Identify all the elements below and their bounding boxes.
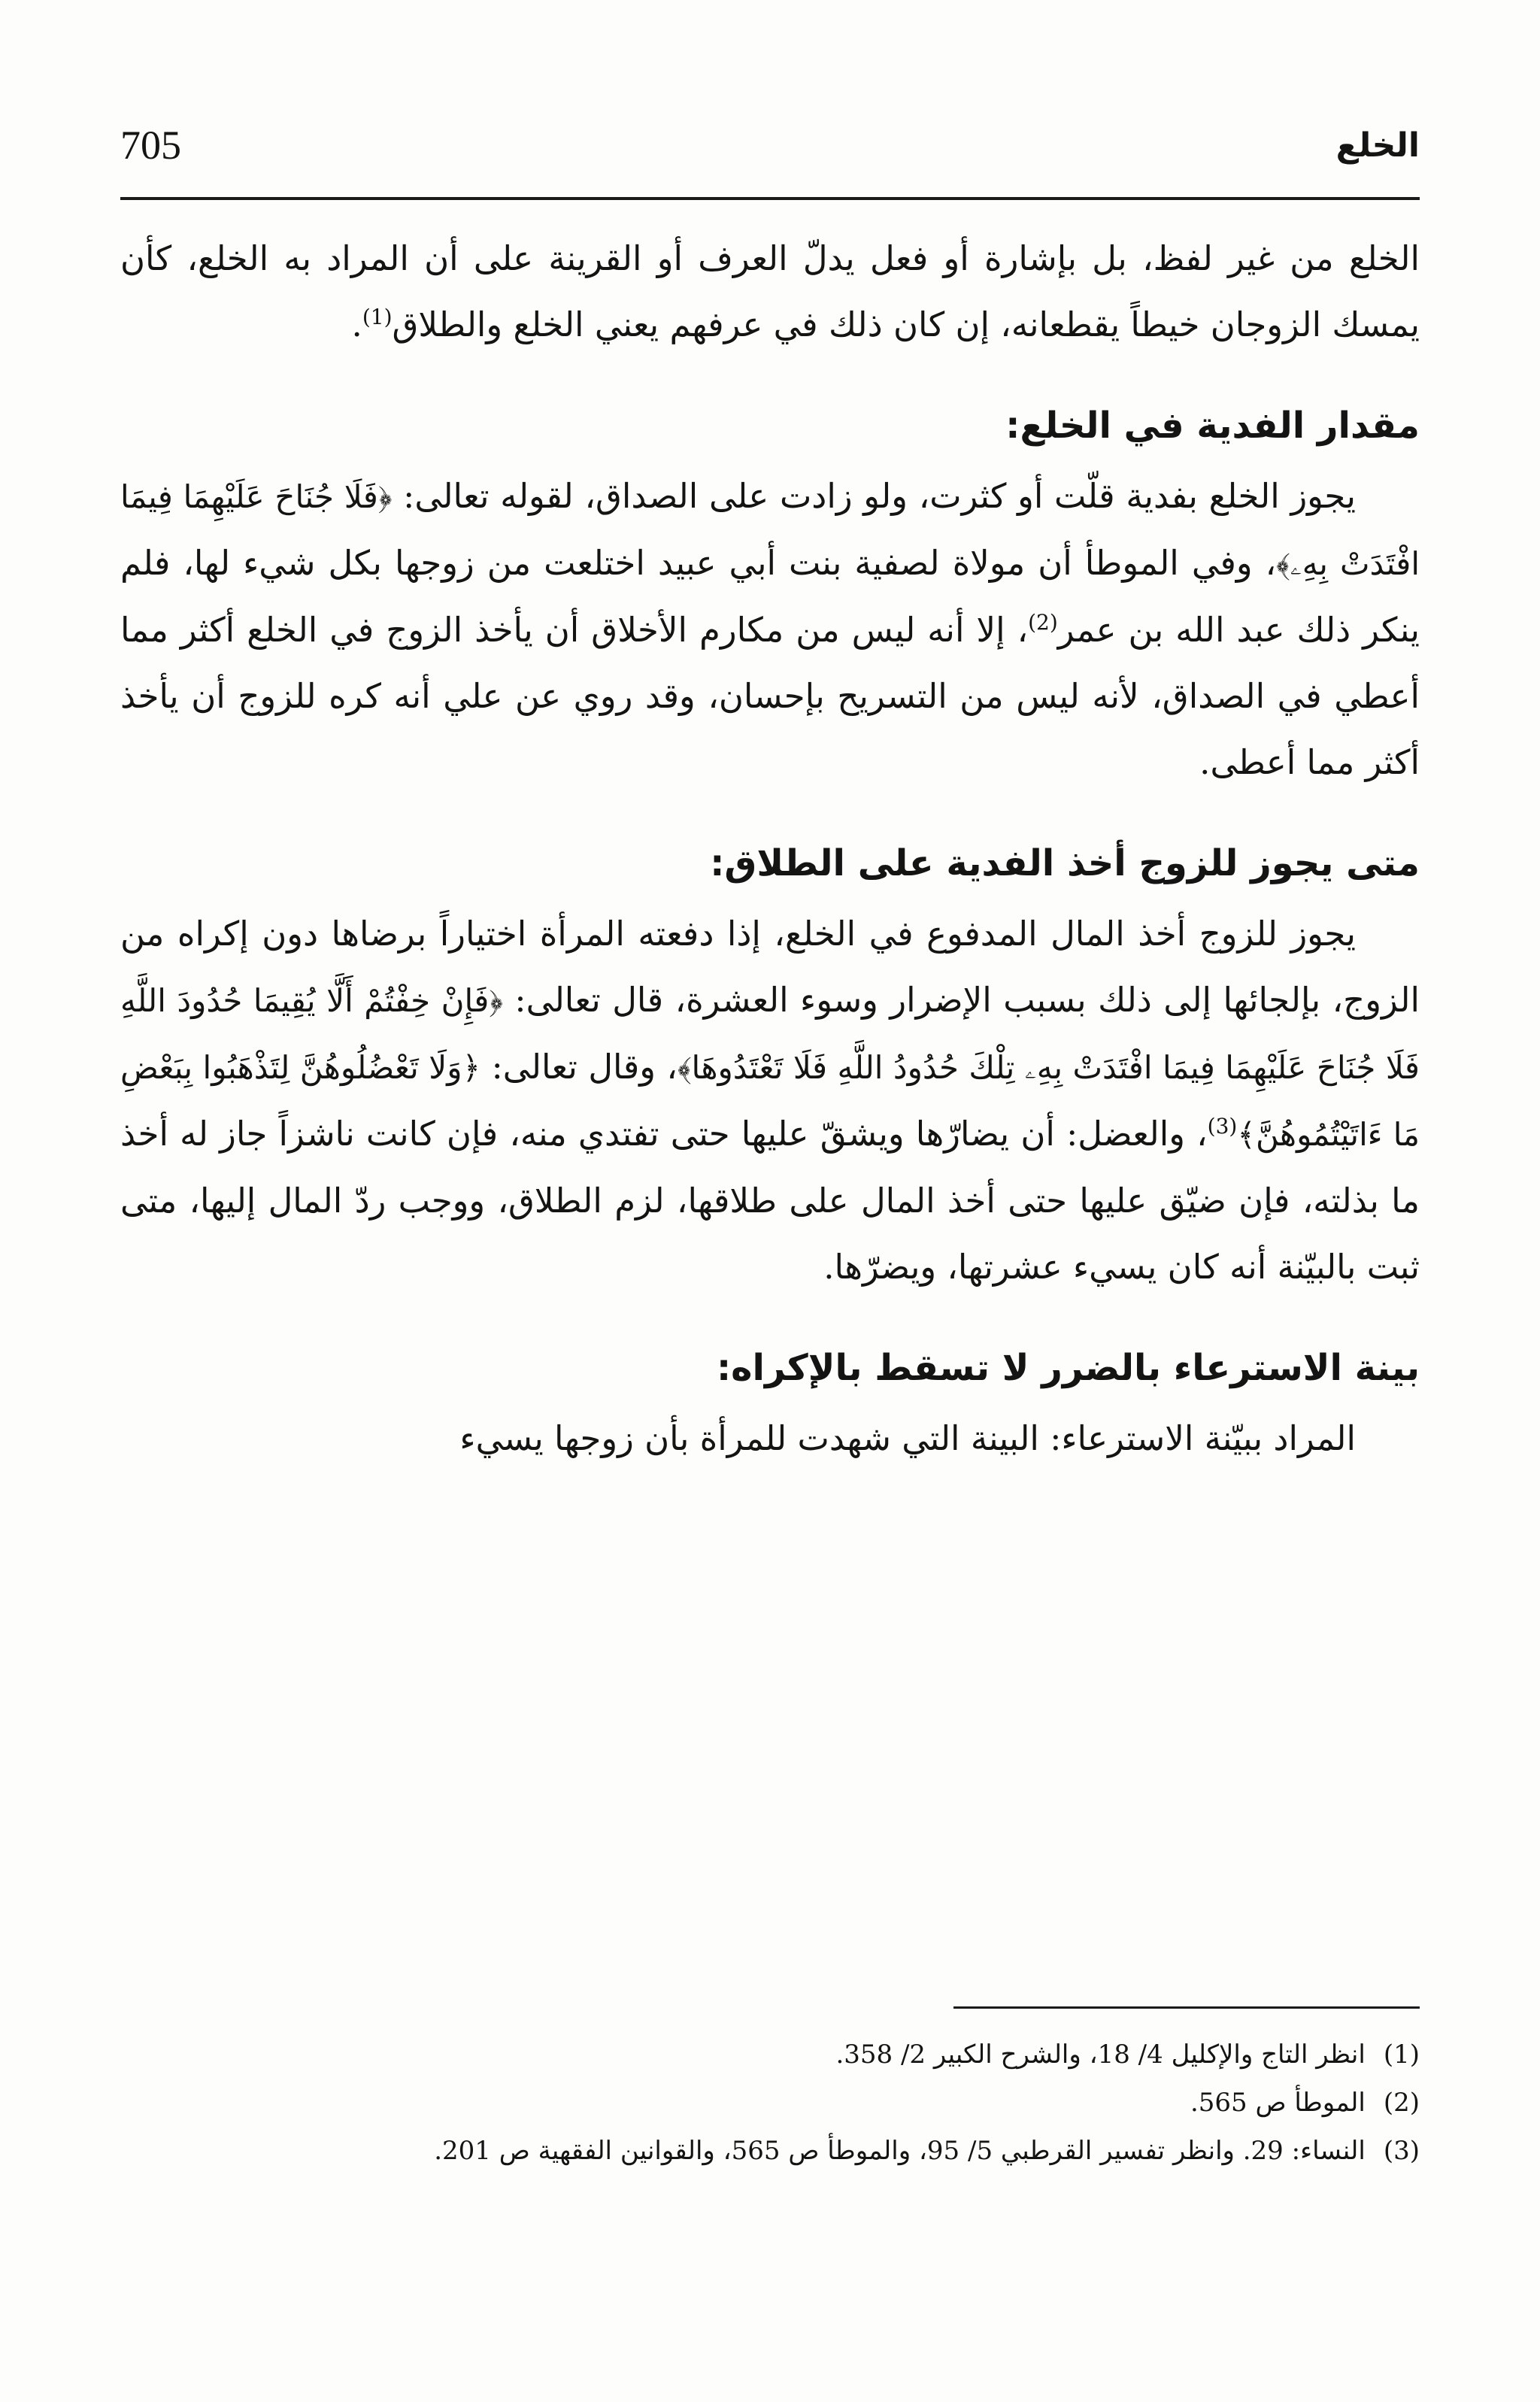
footnote-1: [120, 2030, 1420, 2079]
paragraph-2: [120, 463, 1420, 796]
footnote-number: (3): [1383, 2136, 1420, 2166]
paragraph-1-end: .: [351, 305, 362, 344]
paragraph-2-text-c: ، إلا أنه ليس من مكارم الأخلاق أن يأخذ الزوج في الخلع أكثر مما أعطي في الصداق، لأنه ليس من التسريح بإحسان، وقد روي عن علي أنه كره للزوج أن يأخذ أكثر مما أعطى.: [120, 610, 1420, 782]
footnote-ref-2: (2): [1028, 610, 1058, 635]
footnote-ref-1: (1): [362, 305, 393, 329]
paragraph-3-text-c: ، والعضل: أن يضارّها ويشقّ عليها حتى تفتدي منه، فإن كانت ناشزاً جاز له أخذ ما بذلته، فإن ضيّق عليها حتى أخذ المال على طلاقها، لزم الطلاق، ووجب ردّ المال إليها، متى ثبت بالبيّنة أنه كان يسيء عشرتها، ويضرّها.: [120, 1114, 1420, 1287]
footnote-separator: [953, 2006, 1420, 2009]
section-gap: [120, 796, 1420, 826]
paragraph-3: [120, 901, 1420, 1300]
quran-verse: ﴿وَلَا تَعْضُلُوهُنَّ لِتَذْهَبُوا بِبَعْضِ مَا ءَاتَيْتُمُوهُنَّ﴾: [120, 1049, 1420, 1153]
section-heading-fidya-amount: مقدار الفدية في الخلع:: [1005, 405, 1420, 447]
running-title: الخلع: [1335, 126, 1420, 165]
footnote-3: [120, 2127, 1420, 2175]
footnote-number: (1): [1383, 2040, 1420, 2070]
paragraph-4: المراد ببيّنة الاسترعاء: البينة التي شهدت للمرأة بأن زوجها يسيء: [459, 1418, 1356, 1458]
section-heading-istiraa: بينة الاسترعاء بالضرر لا تسقط بالإكراه:: [716, 1347, 1420, 1389]
footnotes: [120, 2030, 1420, 2175]
section-gap: [120, 1300, 1420, 1330]
footnote-text: الموطأ ص 565.: [1190, 2088, 1366, 2118]
footnote-text: النساء: 29. وانظر تفسير القرطبي 5/ 95، والموطأ ص 565، والقوانين الفقهية ص 201.: [434, 2136, 1366, 2166]
paragraph-3-text-b: ، وقال تعالى:: [480, 1047, 678, 1087]
paragraph-2-text-a: يجوز الخلع بفدية قلّت أو كثرت، ولو زادت على الصداق، لقوله تعالى:: [392, 476, 1356, 516]
section-gap: [120, 358, 1420, 388]
footnote-number: (2): [1383, 2088, 1420, 2118]
paragraph-1: [120, 226, 1420, 358]
footnote-text: انظر التاج والإكليل 4/ 18، والشرح الكبير 2/ 358.: [835, 2040, 1366, 2070]
paragraph-2-text-b: ، وفي الموطأ أن مولاة لصفية بنت أبي عبيد اختلعت من زوجها بكل شيء لها، فلم ينكر ذلك عبد الله بن عمر: [120, 543, 1420, 650]
header-rule: [120, 197, 1420, 200]
main-text: [120, 226, 1420, 1472]
paragraph-3-text-a: يجوز للزوج أخذ المال المدفوع في الخلع، إذا دفعته المرأة اختياراً برضاها دون إكراه من الزوج، بإلجائها إلى ذلك بسبب الإضرار وسوء العشرة، قال تعالى:: [120, 914, 1420, 1020]
quran-verse: ﴿فَلَا جُنَاحَ عَلَيْهِمَا فِيمَا افْتَدَتْ بِهِۦ﴾: [120, 478, 1420, 582]
page-number: 705: [120, 123, 181, 168]
section-heading-when-allowed: متى يجوز للزوج أخذ الفدية على الطلاق:: [710, 842, 1420, 884]
paragraph-1-text: الخلع من غير لفظ، بل بإشارة أو فعل يدلّ العرف أو القرينة على أن المراد به الخلع، كأن يمسك الزوجان خيطاً يقطعانه، إن كان ذلك في عرفهم يعني الخلع والطلاق: [120, 238, 1420, 344]
footnote-ref-3: (3): [1207, 1114, 1238, 1139]
running-header: [120, 113, 1420, 180]
footnote-2: [120, 2079, 1420, 2127]
quran-verse: ﴿فَإِنْ خِفْتُمْ أَلَّا يُقِيمَا حُدُودَ اللَّهِ فَلَا جُنَاحَ عَلَيْهِمَا فِيمَا افْتَدَتْ بِهِۦ تِلْكَ حُدُودُ اللَّهِ فَلَا تَعْتَدُوهَا﴾: [120, 982, 1420, 1086]
